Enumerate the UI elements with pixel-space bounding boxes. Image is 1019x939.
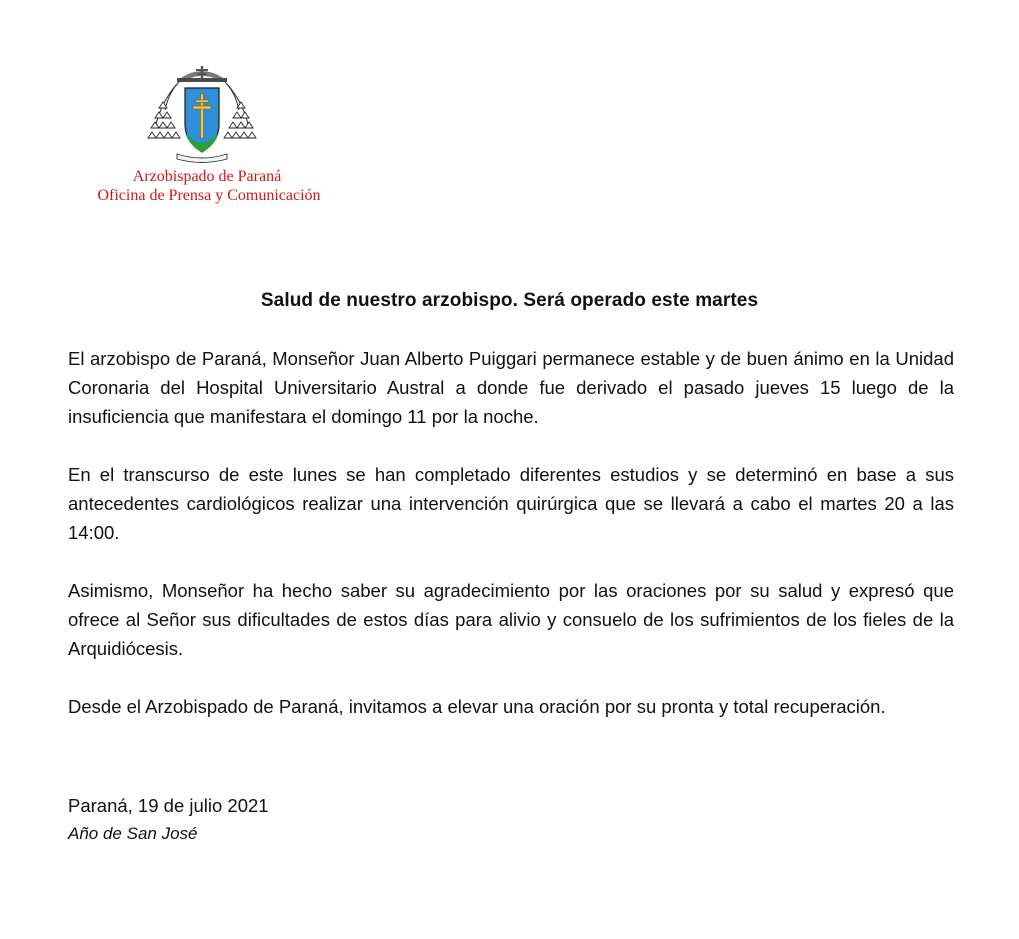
coat-of-arms-icon xyxy=(147,62,257,166)
paragraph: En el transcurso de este lunes se han completado diferentes estudios y se determinó en base a sus antecedentes cardiológicos realizar una intervención quirúrgica que se llevará a cabo el martes 20 a las 14:00. xyxy=(68,464,954,543)
paragraph: Desde el Arzobispado de Paraná, invitamos a elevar una oración por su pronta y total recuperación. xyxy=(68,696,886,717)
document-body xyxy=(68,344,954,750)
year-dedication: Año de San José xyxy=(68,824,198,843)
document-title: Salud de nuestro arzobispo. Será operado este martes xyxy=(260,290,759,311)
office-name: Oficina de Prensa y Comunicación xyxy=(97,187,321,204)
org-name: Arzobispado de Paraná xyxy=(132,168,282,185)
paragraph: Asimismo, Monseñor ha hecho saber su agradecimiento por las oraciones por su salud y expresó que ofrece al Señor sus dificultades de estos días para alivio y consuelo de los sufrimientos de los fieles de la Arquidiócesis. xyxy=(68,580,954,659)
letterhead xyxy=(60,62,360,205)
place-date: Paraná, 19 de julio 2021 xyxy=(68,795,269,816)
signature-block xyxy=(68,792,269,848)
paragraph: El arzobispo de Paraná, Monseñor Juan Alberto Puiggari permanece estable y de buen ánimo en la Unidad Coronaria del Hospital Universitario Austral a donde fue derivado el pasado jueves 15 luego de la insuficiencia que manifestara el domingo 11 por la noche. xyxy=(68,348,954,427)
